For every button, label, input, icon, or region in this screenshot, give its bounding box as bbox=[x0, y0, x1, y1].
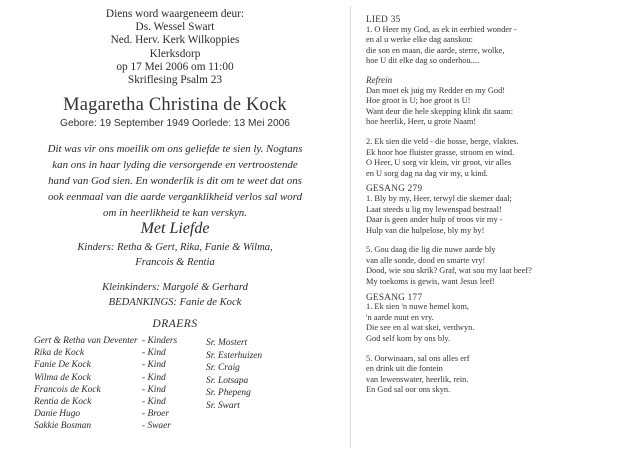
right-panel bbox=[350, 0, 619, 454]
hymn-line: God self kom by ons bly. bbox=[366, 334, 451, 344]
hymn-line: en drink uit die fontein bbox=[366, 364, 443, 374]
family-section bbox=[0, 240, 350, 310]
tribute-text bbox=[0, 141, 350, 221]
sister-name: Sr. Mostert bbox=[206, 338, 248, 348]
header-line: Ned. Herv. Kerk Wilkoppies bbox=[110, 34, 240, 47]
hymn-line: 1. Ek sien 'n nuwe hemel kom, bbox=[366, 302, 469, 312]
hymn-line: Daar is geen ander hulp of troos vir my - bbox=[366, 215, 503, 225]
tribute-line: kan ons in haar lyding die versorgende en vertroostende bbox=[52, 159, 298, 171]
hymn-line: Want deur die hele skepping klink dit saam: bbox=[366, 106, 514, 116]
hymn-line: en U sorg dag na dag vir my, u kind. bbox=[366, 168, 488, 178]
hymn-line: hoe heerlik, Heer, u grote Naam! bbox=[366, 117, 477, 127]
sister-name: Sr. Craig bbox=[206, 363, 240, 373]
bearer-name: Rika de Kock bbox=[34, 348, 84, 359]
met-liefde-heading: Met Liefde bbox=[140, 220, 210, 237]
hymn-line: Hoe groot is U; hoe groot is U! bbox=[366, 96, 471, 106]
bearer-relation: - Kind bbox=[142, 372, 166, 383]
bearer-relation: - Kind bbox=[142, 348, 166, 359]
hymn-line: 'n aarde nuut en vry. bbox=[366, 312, 434, 322]
hymn-line: van alle sonde, dood en smarte vry! bbox=[366, 255, 486, 265]
bearer-name: Rentia de Kock bbox=[34, 396, 92, 407]
header-line: Klerksdorp bbox=[149, 47, 201, 60]
bearer-name: Gert & Retha van Deventer bbox=[34, 336, 138, 346]
birth-death-dates: Gebore: 19 September 1949 Oorlede: 13 Mei 2006 bbox=[60, 118, 290, 129]
gesang-279-title: GESANG 279 bbox=[366, 183, 423, 194]
hymn-line: 1. O Heer my God, as ek in eerbied wonder - bbox=[366, 24, 517, 34]
hymn-line: van lewenswater, heerlik, rein. bbox=[366, 374, 469, 384]
hymn-line: O Heer, U sorg vir klein, vir groot, vir alles bbox=[366, 158, 512, 168]
sister-name: Sr. Lotsapa bbox=[206, 375, 249, 386]
tribute-line: hand van God sien. En wonderlik is dit om te weet dat ons bbox=[48, 175, 302, 187]
bearer-relation: - Kind bbox=[142, 384, 166, 395]
bearer-relation: - Kinders bbox=[142, 336, 178, 346]
lied-35-title: LIED 35 bbox=[366, 14, 401, 24]
bearer-relation: - Broer bbox=[142, 409, 169, 420]
hymn-line: My toekoms is gewis, want Jesus leef! bbox=[366, 277, 496, 287]
bedankings-line: BEDANKINGS: Fanie de Kock bbox=[108, 297, 242, 308]
header-line: op 17 Mei 2006 om 11:00 bbox=[116, 60, 234, 73]
tribute-line: om in heerlikheid te kan verskyn. bbox=[103, 207, 247, 219]
header-line: Diens word waargeneem deur: bbox=[105, 8, 245, 20]
kinders-line: Francois & Rentia bbox=[135, 257, 215, 268]
hymn-line: hoe U dit elke dag so onderhou.... bbox=[366, 56, 480, 66]
sister-name: Sr. Swart bbox=[206, 400, 240, 411]
hymn-line: 2. Ek sien die veld - die bosse, berge, vlaktes. bbox=[366, 136, 519, 146]
refrein-title: Refrein bbox=[366, 74, 393, 85]
bearer-name: Sakkie Bosman bbox=[34, 421, 92, 432]
kinders-line: Kinders: Retha & Gert, Rika, Fanie & Wilma, bbox=[77, 242, 273, 253]
hymn-line: Dood, wie sou skrik? Graf, wat sou my laat beef? bbox=[366, 266, 532, 276]
service-header bbox=[0, 8, 350, 87]
hymn-line: 1. Bly by my, Heer, terwyl die skemer daal; bbox=[366, 193, 512, 203]
bearer-relation: - Kind bbox=[142, 360, 166, 371]
hymn-line: 5. Oorwinaars, sal ons alles erf bbox=[366, 353, 470, 363]
bearer-relation: - Kind bbox=[142, 396, 166, 407]
hymns-column bbox=[366, 14, 616, 396]
hymn-line: en al u werke elke dag aanskou: bbox=[366, 35, 473, 45]
sister-name: Sr. Esterhuizen bbox=[206, 350, 263, 361]
bearer-name: Francois de Kock bbox=[34, 384, 101, 395]
hymn-line: Ek hoor hoe fluister grasse, stroom en wind. bbox=[366, 147, 515, 157]
bearer-name: Wilma de Kock bbox=[34, 372, 91, 383]
hymn-line: Dan moet ek juig my Redder en my God! bbox=[366, 85, 506, 95]
deceased-name: Magaretha Christina de Kock bbox=[63, 95, 287, 115]
header-line: Skriflesing Psalm 23 bbox=[127, 74, 223, 87]
gesang-177-title: GESANG 177 bbox=[366, 291, 423, 302]
sisters-list bbox=[206, 338, 262, 413]
bearer-name: Danie Hugo bbox=[34, 409, 81, 420]
sister-name: Sr. Phepeng bbox=[206, 388, 251, 398]
hymn-line: Laat steeds u lig my lewenspad bestraal! bbox=[366, 204, 502, 214]
bearer-relation: - Swaer bbox=[142, 421, 171, 432]
draers-heading: DRAERS bbox=[152, 318, 198, 330]
hymn-line: En God sal oor ons skyn. bbox=[366, 385, 451, 395]
tribute-line: ook eenmaal van die aarde verganklikheid verlos sal word bbox=[47, 191, 303, 203]
kleinkinders-line: Kleinkinders: Margolé & Gerhard bbox=[102, 282, 248, 293]
hymn-line: 5. Gou daag die lig die nuwe aarde bly bbox=[366, 245, 496, 255]
bearer-name: Fanie De Kock bbox=[34, 360, 91, 371]
hymn-line: Hulp van die hulpelose, bly my by! bbox=[366, 225, 485, 235]
hymn-line: Die see en al wat skei, verdwyn. bbox=[366, 323, 475, 333]
hymn-line: die son en maan, die aarde, sterre, wolke, bbox=[366, 45, 505, 55]
tribute-line: Dit was vir ons moeilik om ons geliefde te sien ly. Nogtans bbox=[47, 143, 303, 155]
header-line: Ds. Wessel Swart bbox=[135, 21, 215, 34]
